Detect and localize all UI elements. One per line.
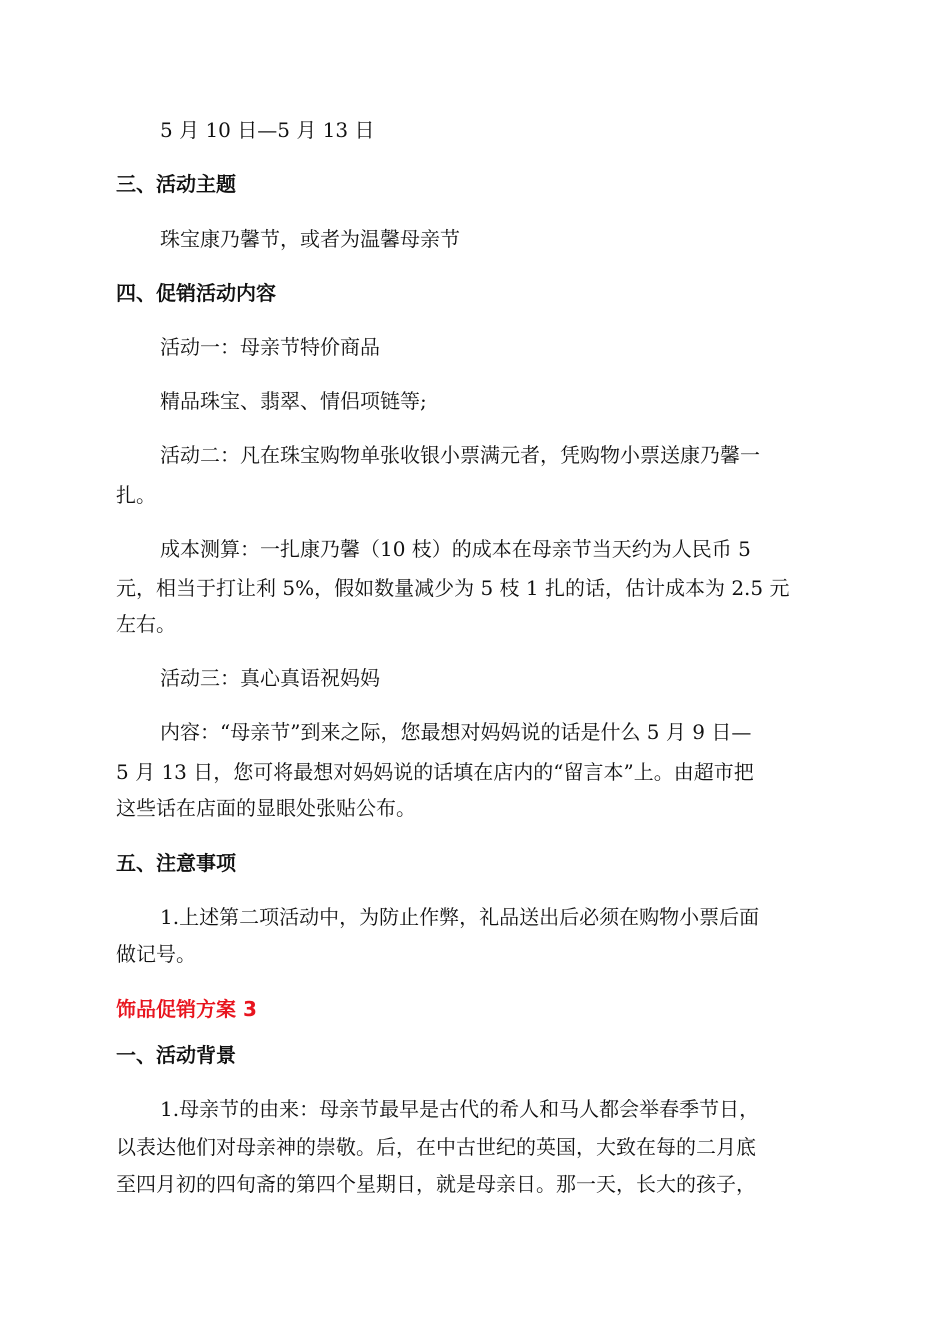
theme-text: 珠宝康乃馨节，或者为温馨母亲节 <box>160 227 460 251</box>
heading-promotion-content: 四、促销活动内容 <box>116 281 276 305</box>
activity-three-content-line-1: 内容：“母亲节”到来之际，您最想对妈妈说的话是什么 5 月 9 日— <box>160 720 752 744</box>
cost-estimate-line-3: 左右。 <box>116 612 176 636</box>
activity-three-content-line-3: 这些话在店面的显眼处张贴公布。 <box>116 796 416 820</box>
background-line-1: 1.母亲节的由来：母亲节最早是古代的希人和马人都会举春季节日， <box>160 1097 760 1121</box>
background-line-2: 以表达他们对母亲神的崇敬。后，在中古世纪的英国，大致在每的二月底 <box>116 1135 756 1159</box>
plan-3-title: 饰品促销方案 3 <box>116 997 257 1021</box>
note-line-1: 1.上述第二项活动中，为防止作弊，礼品送出后必须在购物小票后面 <box>160 905 760 929</box>
activity-one-detail: 精品珠宝、翡翠、情侣项链等; <box>160 389 427 413</box>
heading-activity-background: 一、活动背景 <box>116 1043 236 1067</box>
activity-three-title: 活动三：真心真语祝妈妈 <box>160 666 380 690</box>
activity-two-line-1: 活动二：凡在珠宝购物单张收银小票满元者，凭购物小票送康乃馨一 <box>160 443 760 467</box>
cost-estimate-line-2: 元，相当于打让利 5%，假如数量减少为 5 枝 1 扎的话，估计成本为 2.5 元 <box>116 576 790 600</box>
activity-two-line-2: 扎。 <box>116 483 156 507</box>
heading-activity-theme: 三、活动主题 <box>116 172 236 196</box>
activity-three-content-line-2: 5 月 13 日，您可将最想对妈妈说的话填在店内的“留言本”上。由超市把 <box>116 760 754 784</box>
background-line-3: 至四月初的四旬斋的第四个星期日，就是母亲日。那一天，长大的孩子， <box>116 1172 756 1196</box>
note-line-2: 做记号。 <box>116 942 196 966</box>
cost-estimate-line-1: 成本测算：一扎康乃馨（10 枝）的成本在母亲节当天约为人民币 5 <box>160 537 751 561</box>
activity-one-title: 活动一：母亲节特价商品 <box>160 335 380 359</box>
heading-notes: 五、注意事项 <box>116 851 236 875</box>
date-range-text: 5 月 10 日—5 月 13 日 <box>160 118 375 142</box>
